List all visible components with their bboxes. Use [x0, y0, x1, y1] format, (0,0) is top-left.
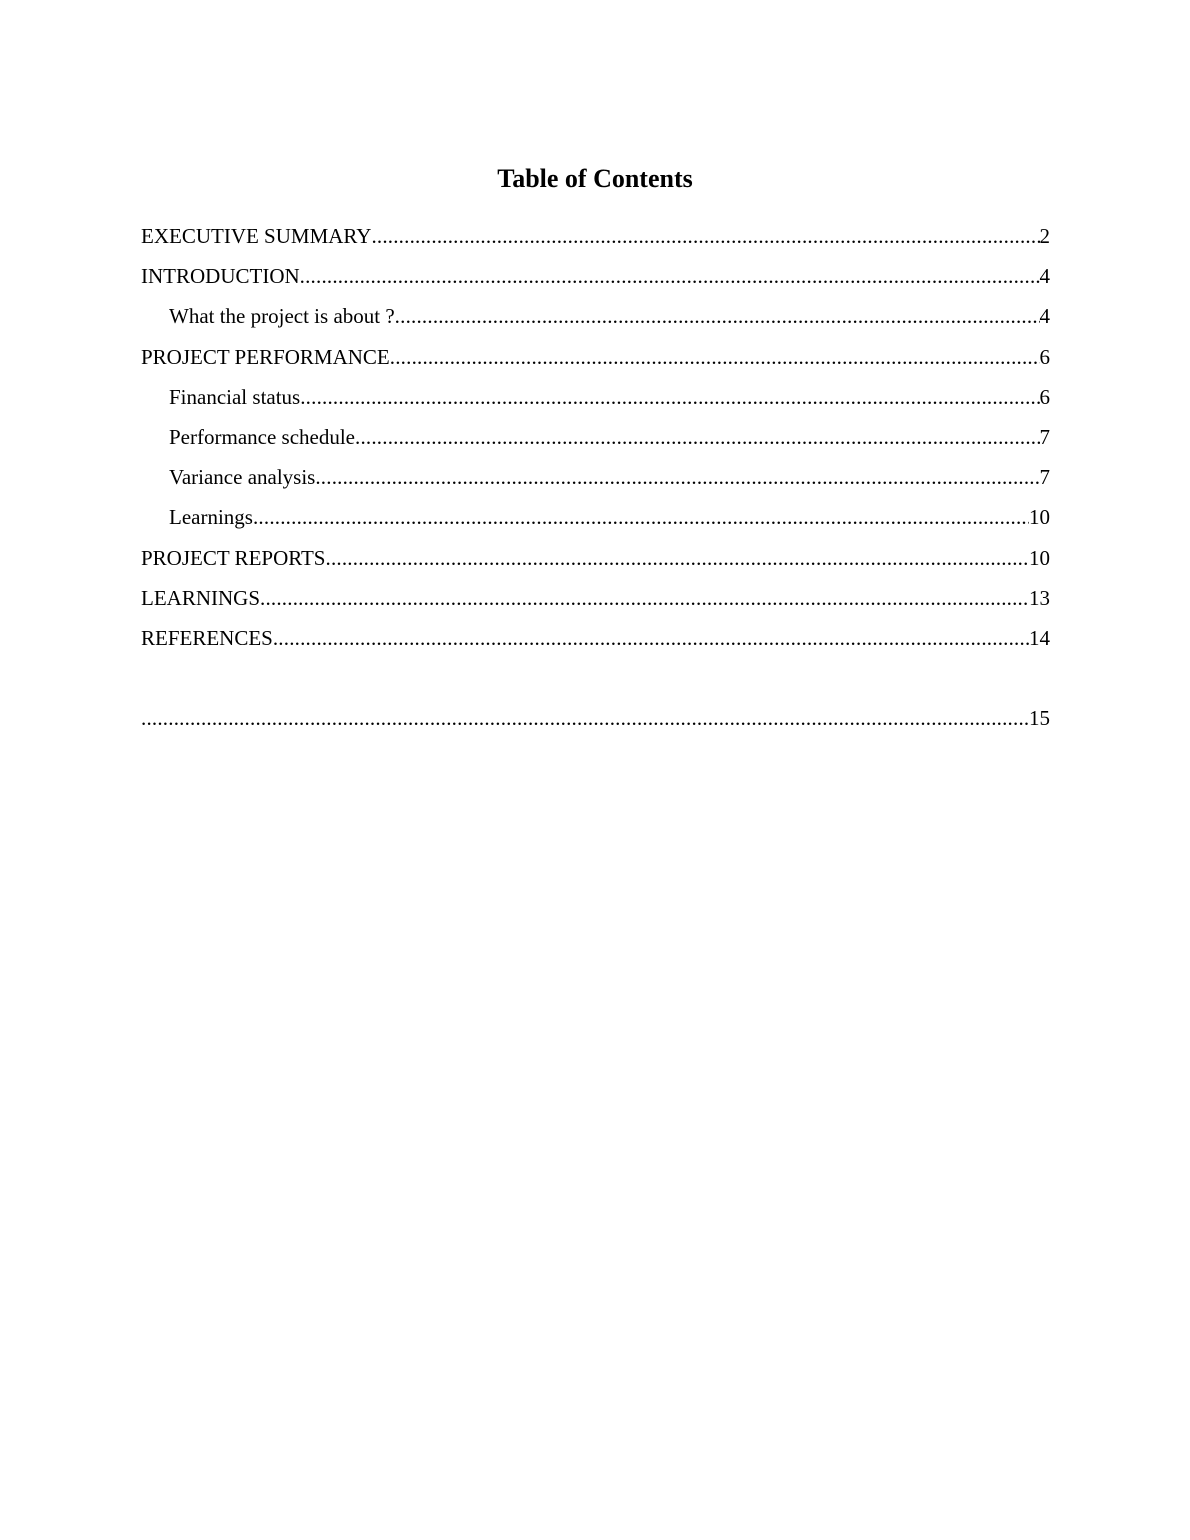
toc-entry-performance-schedule[interactable]	[141, 417, 1050, 457]
toc-entry-page-number: 6	[1039, 344, 1050, 369]
toc-dot-leader	[253, 497, 1029, 537]
toc-entry-label: PROJECT PERFORMANCE	[141, 344, 390, 369]
toc-entry-page-number: 7	[1039, 465, 1050, 490]
toc-entry-page-number: 4	[1039, 264, 1050, 289]
toc-list	[141, 216, 1050, 738]
toc-entry-page-number: 10	[1029, 505, 1050, 530]
toc-dot-leader	[141, 698, 1029, 738]
toc-entry-label: REFERENCES	[141, 625, 273, 650]
toc-entry-page-number: 13	[1029, 585, 1050, 610]
toc-dot-leader	[395, 296, 1040, 336]
toc-entry-project-performance[interactable]	[141, 337, 1050, 377]
toc-entry-page-number: 2	[1039, 224, 1050, 248]
toc-dot-leader	[260, 578, 1029, 618]
toc-dot-leader	[300, 377, 1039, 417]
toc-entry-variance-analysis[interactable]	[141, 457, 1050, 497]
toc-entry-label: What the project is about ?	[169, 304, 395, 329]
toc-entry-untitled[interactable]	[141, 698, 1050, 738]
toc-entry-page-number: 14	[1029, 625, 1050, 650]
toc-entry-label: PROJECT REPORTS	[141, 545, 326, 570]
toc-entry-learnings[interactable]	[141, 578, 1050, 618]
toc-dot-leader	[315, 457, 1039, 497]
toc-entry-project-reports[interactable]	[141, 538, 1050, 578]
toc-dot-leader	[355, 417, 1040, 457]
toc-entry-financial-status[interactable]	[141, 377, 1050, 417]
toc-entry-label: Learnings	[169, 505, 253, 530]
toc-entry-label: INTRODUCTION	[141, 264, 300, 289]
toc-entry-executive-summary[interactable]	[141, 216, 1050, 256]
toc-entry-page-number: 4	[1039, 304, 1050, 329]
toc-dot-leader	[273, 618, 1029, 658]
toc-entry-label: Variance analysis	[169, 465, 316, 490]
toc-dot-leader	[300, 256, 1040, 296]
toc-dot-leader	[371, 216, 1039, 256]
toc-entry-page-number: 7	[1039, 424, 1050, 449]
toc-entry-learnings-sub[interactable]	[141, 497, 1050, 537]
toc-entry-label: Performance schedule	[169, 424, 355, 449]
toc-entry-page-number: 15	[1029, 706, 1050, 731]
toc-entry-page-number: 10	[1029, 545, 1050, 570]
toc-entry-label: Financial status	[169, 384, 301, 409]
toc-entry-page-number: 6	[1039, 384, 1050, 409]
toc-entry-label: EXECUTIVE SUMMARY	[141, 224, 372, 248]
toc-dot-leader	[390, 337, 1040, 377]
toc-dot-leader	[326, 538, 1030, 578]
toc-entry-label: LEARNINGS	[141, 585, 260, 610]
toc-entry-introduction[interactable]	[141, 256, 1050, 296]
toc-title: Table of Contents	[497, 164, 693, 193]
toc-entry-what-the-project-is-about[interactable]	[141, 296, 1050, 336]
toc-entry-references[interactable]	[141, 618, 1050, 658]
